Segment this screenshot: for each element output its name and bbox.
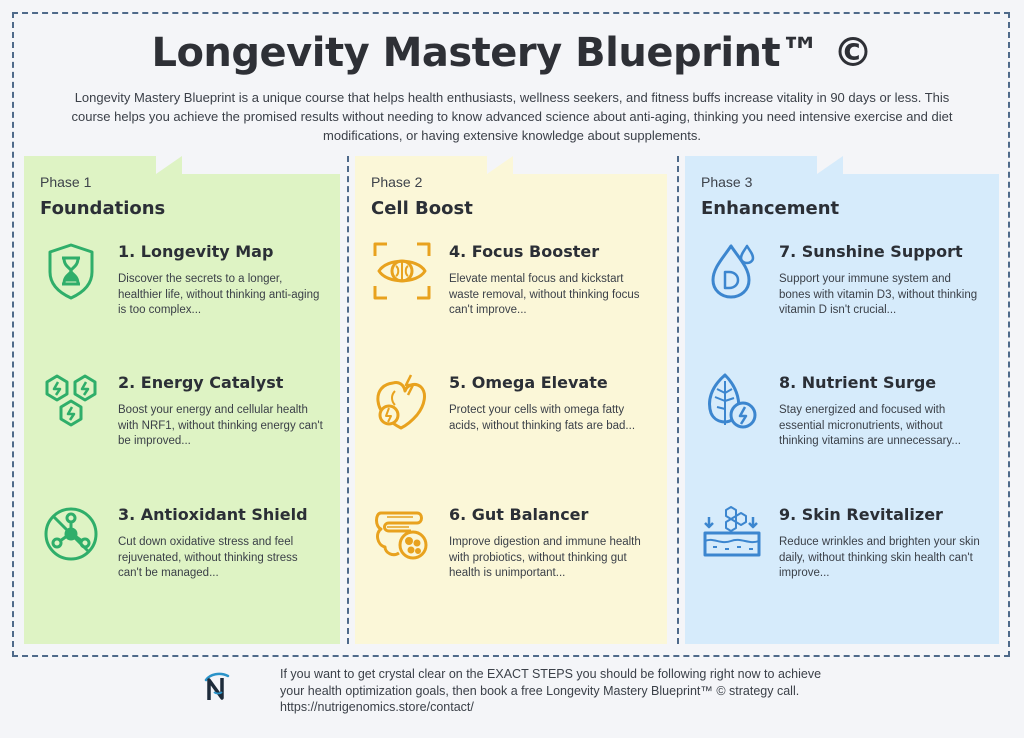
phase-1-column	[24, 156, 340, 644]
item-title: 1. Longevity Map	[118, 242, 274, 261]
phase-item	[685, 503, 999, 603]
hexagon-energy-icon	[40, 371, 102, 433]
phase-label: Phase 2	[371, 174, 423, 190]
dashed-divider	[347, 156, 349, 644]
phase-name: Foundations	[40, 198, 166, 219]
phase-item	[24, 503, 340, 603]
item-description: Reduce wrinkles and brighten your skin daily, without thinking skin health can't improve...	[779, 536, 980, 579]
intro-paragraph: Longevity Mastery Blueprint is a unique course that helps health enthusiasts, wellness seekers, and fitness buffs increase vitality in 90 days or less. This course helps you achieve the promised results without needing to know advanced science about anti-aging, thinking you need intensive exercise and diet modifications, or having extensive knowledge about supplements.	[71, 90, 953, 143]
phase-item	[355, 371, 667, 471]
phase-item	[355, 503, 667, 603]
item-description: Cut down oxidative stress and feel rejuvenated, without thinking stress can't be managed...	[118, 536, 298, 579]
eye-brain-icon	[371, 240, 433, 302]
item-description: Boost your energy and cellular health with NRF1, without thinking energy can't be improved...	[118, 404, 323, 447]
phase-item	[685, 371, 999, 471]
contact-link[interactable]: https://nutrigenomics.store/contact/	[280, 700, 474, 714]
item-title: 8. Nutrient Surge	[779, 373, 937, 392]
dashed-divider	[677, 156, 679, 644]
skin-layers-icon	[701, 503, 763, 565]
item-description: Improve digestion and immune health with probiotics, without thinking gut health is unimportant...	[449, 536, 641, 579]
item-description: Elevate mental focus and kickstart waste removal, without thinking focus can't improve...	[449, 273, 640, 316]
phase-2-column	[355, 156, 667, 644]
shield-hourglass-icon	[40, 240, 102, 302]
footer-text-line: If you want to get crystal clear on the EXACT STEPS you should be following right now to achieve	[280, 667, 822, 681]
heart-bolt-icon	[371, 371, 433, 433]
phase-item	[24, 240, 340, 340]
no-molecule-icon	[40, 503, 102, 565]
phase-label: Phase 1	[40, 174, 92, 190]
item-description: Support your immune system and bones with vitamin D3, without thinking vitamin D isn't crucial...	[779, 273, 978, 316]
phase-item	[355, 240, 667, 340]
item-title: 5. Omega Elevate	[449, 373, 608, 392]
intestine-icon	[371, 503, 433, 565]
item-title: 2. Energy Catalyst	[118, 373, 284, 392]
vitamin-d-drop-icon	[701, 240, 763, 302]
item-title: 6. Gut Balancer	[449, 505, 589, 524]
phase-item	[685, 240, 999, 340]
phase-item	[24, 371, 340, 471]
item-description: Protect your cells with omega fatty acids, without thinking fats are bad...	[449, 404, 636, 432]
item-title: 4. Focus Booster	[449, 242, 600, 261]
item-description: Stay energized and focused with essential micronutrients, without thinking vitamins are unnecessary...	[779, 404, 961, 447]
phase-label: Phase 3	[701, 174, 753, 190]
item-title: 9. Skin Revitalizer	[779, 505, 943, 524]
page-title: Longevity Mastery Blueprint™ ©	[151, 30, 873, 76]
phase-3-column	[685, 156, 999, 644]
footer-cta	[280, 666, 880, 716]
item-title: 7. Sunshine Support	[779, 242, 963, 261]
phase-name: Cell Boost	[371, 198, 473, 219]
brand-logo	[200, 670, 234, 704]
phase-name: Enhancement	[701, 198, 840, 219]
leaf-bolt-icon	[701, 371, 763, 433]
item-title: 3. Antioxidant Shield	[118, 505, 308, 524]
item-description: Discover the secrets to a longer, healthier life, without thinking anti-aging is too complex...	[118, 273, 320, 316]
footer-text-line: your health optimization goals, then book a free Longevity Mastery Blueprint™ © strategy call.	[280, 683, 800, 698]
